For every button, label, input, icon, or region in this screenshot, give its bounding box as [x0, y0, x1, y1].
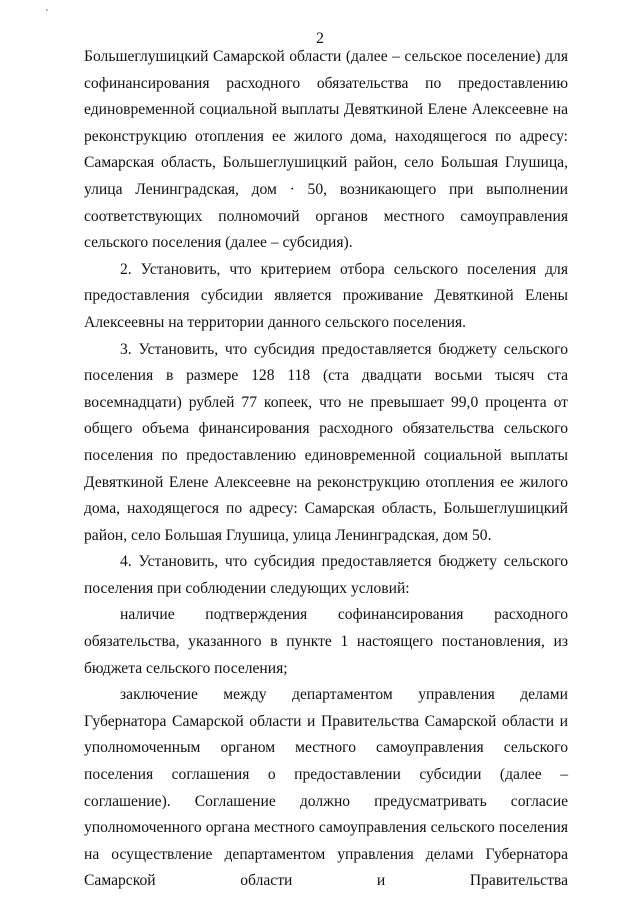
condition-agreement: заключение между департаментом управления делами Губернатора Самарской области и Правительства Самарской области и уполномоченным органом местного самоуправления сельского поселения соглашения о предоставлении субсидии (далее – соглашение). Соглашение должно предусматривать согласие уполномоченного органа местного самоуправления сельского поселения на осуществление департаментом управления делами Губернатора Самарской области и Правительства	[84, 686, 568, 890]
paragraph-item-2: 2. Установить, что критерием отбора сельского поселения для предоставления субсидии является проживание Девяткиной Елены Алексеевны на территории данного сельского поселения.	[84, 260, 568, 331]
condition-cofinancing: наличие подтверждения софинансирования расходного обязательства, указанного в пункте 1 настоящего постановления, из бюджета сельского поселения;	[84, 606, 568, 677]
paragraph-item-3: 3. Установить, что субсидия предоставляется бюджету сельского поселения в размере 128 118 (ста двадцати восьми тысяч ста восемнадцати) рублей 77 копеек, что не превышает 99,0 процента от общего объема финансирования расходного обязательства сельского поселения по предоставлению единовременной социальной выплаты Девяткиной Елене Алексеевне на реконструкцию отопления ее жилого дома, находящегося по адресу: Самарская область, Большеглушицкий район, село Большая Глушица, улица Ленинградская, дом 50.	[84, 340, 568, 544]
document-body	[84, 44, 568, 895]
paragraph-continuation: Большеглушицкий Самарской области (далее – сельское поселение) для софинансирования расходного обязательства по предоставлению единовременной социальной выплаты Девяткиной Елене Алексеевне на реконструкцию отопления ее жилого дома, находящегося по адресу: Самарская область, Большеглушицкий район, село Большая Глушица, улица Ленинградская, дом · 50, возникающего при выполнении соответствующих полномочий органов местного самоуправления сельского поселения (далее – субсидия).	[84, 48, 568, 252]
scan-mark: '	[46, 8, 48, 19]
paragraph-item-4: 4. Установить, что субсидия предоставляется бюджету сельского поселения при соблюдении следующих условий:	[84, 553, 568, 597]
page-number: 2	[316, 30, 324, 47]
